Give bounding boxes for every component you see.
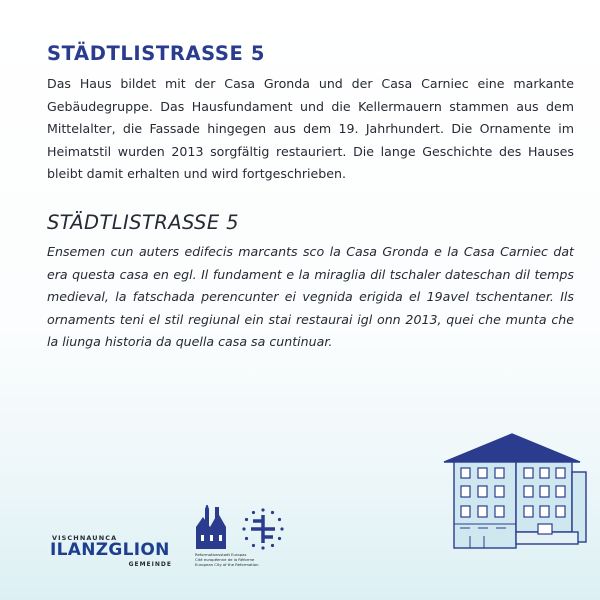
logo-ilanzglion-text: ILANZGLION <box>50 540 170 560</box>
romansh-title: STÄDTLISTRASSE 5 <box>47 211 239 234</box>
reformation-city-logo <box>193 505 285 575</box>
reformation-text-fr: Cité européenne de la Réforme <box>195 557 255 562</box>
logo-vischnaunca-text: VISCHNAUNCA <box>52 534 118 542</box>
german-description: Das Haus bildet mit der Casa Gronda und der Casa Carniec eine markante Gebäudegruppe. Das Hausfundament und die Kellermauern stammen aus dem Mittelalter, die Fassade hingegen aus dem 19. Jahrhundert. Die Ornamente im Heimatstil wurden 2013 sorgfältig restauriert. Die lange Geschichte des Hauses bleibt damit erhalten und wird fortgeschrieben. <box>47 76 574 181</box>
german-title: STÄDTLISTRASSE 5 <box>47 42 266 65</box>
romansh-description: Ensemen cun auters edifecis marcants sco la Casa Gronda e la Casa Carniec dat era questa casa en egl. Il fundament e la miraglia dil tschaler dateschan dil temps medieval, la fatschada perencunter ei vegnida erigida el 19avel tschentaner. Ils ornaments teni el stil regiunal ein stai restaurai igl onn 2013, quei che munta che la liunga historia da quella casa sa cuntinuar. <box>47 244 574 349</box>
house-illustration <box>440 428 590 553</box>
logo-gemeinde-text: GEMEINDE <box>128 561 172 568</box>
reformation-text-en: European City of the Reformation <box>195 562 259 567</box>
reformation-text-de: Reformationsstadt Europas <box>195 552 247 557</box>
ilanz-glion-logo <box>52 534 172 570</box>
reformation-cross-icon <box>241 507 285 551</box>
